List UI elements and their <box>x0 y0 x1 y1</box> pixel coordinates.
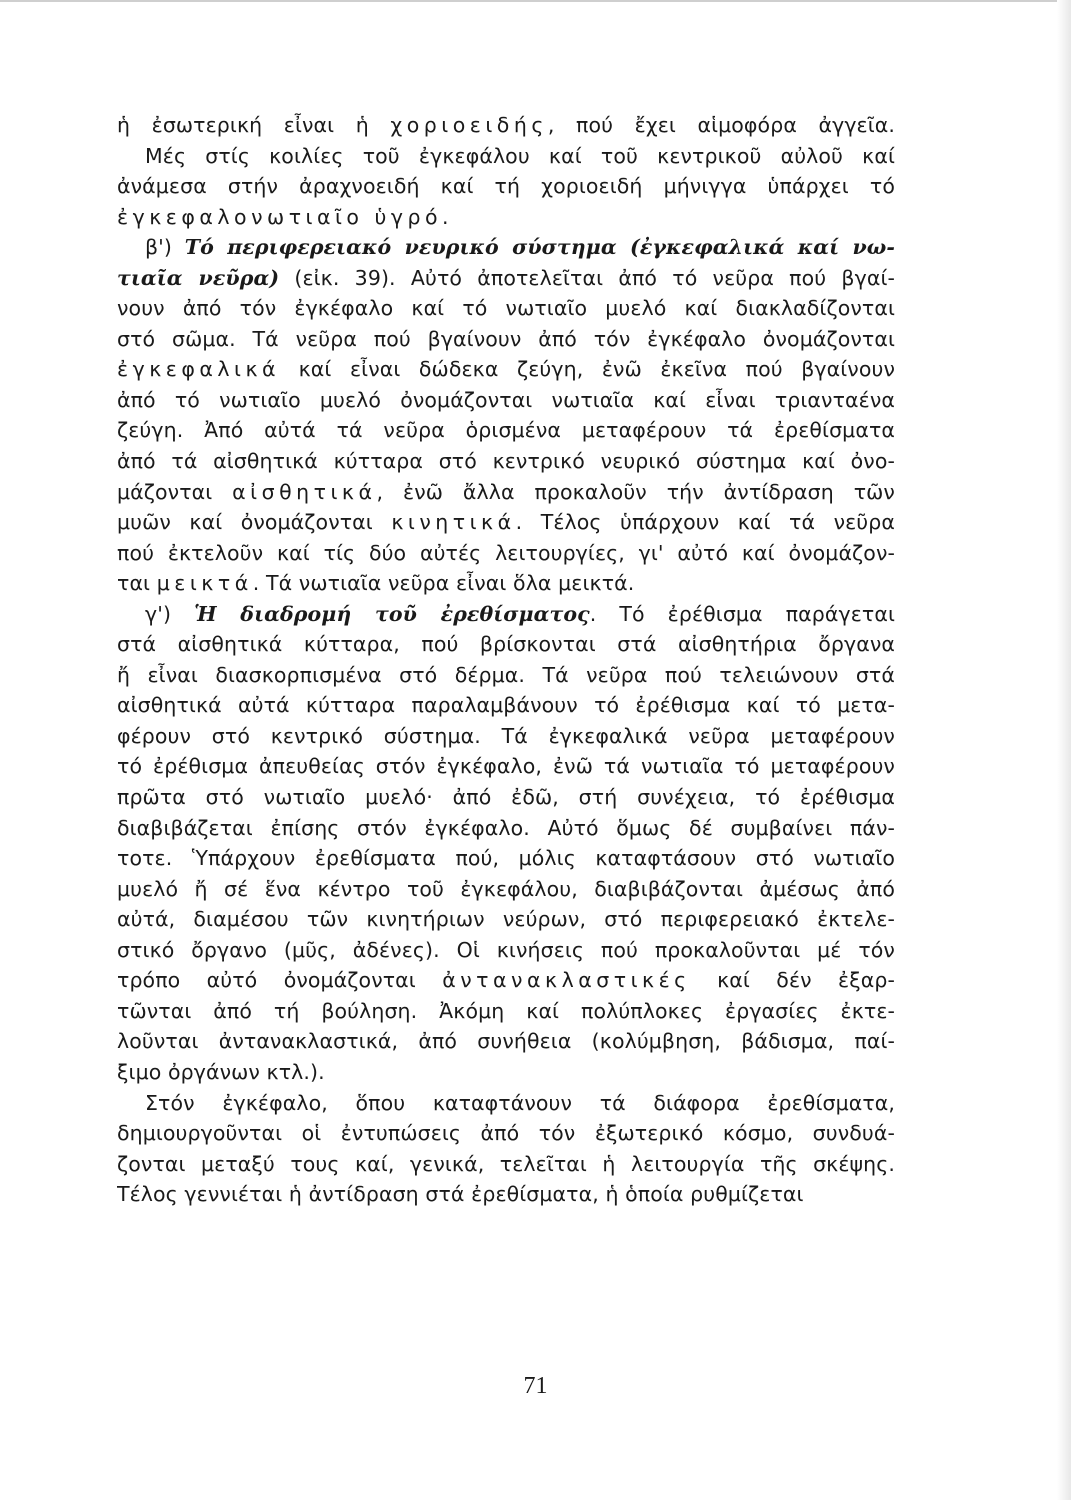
text-segment: τό ἐρέθισμα ἀπευθείας στόν ἐγκέφαλο, ἐνῶ τά νωτιαῖα τό μεταφέρουν <box>117 754 895 779</box>
text-segment: πού ἐκτελοῦν καί τίς δύο αὐτές λειτουργίες, γι' αὐτό καί ὀνομάζον- <box>117 540 895 565</box>
text-segment: ἀπό τό νωτιαῖο μυελό ὀνομάζονται νωτιαῖα καί εἶναι τριανταένα <box>117 387 895 412</box>
text-segment: , ἐνῶ ἄλλα προκαλοῦν τήν ἀντίδραση τῶν <box>376 479 895 504</box>
text-segment: λοῦνται ἀντανακλαστικά, ἀπό συνήθεια (κολύμβηση, βάδισμα, παί- <box>117 1029 895 1054</box>
text-line <box>117 660 895 691</box>
text-line <box>117 293 895 324</box>
page-top-edge <box>0 0 1071 2</box>
text-segment: καί δέν ἐξαρ- <box>690 968 895 993</box>
text-segment: Τέλος γεννιέται ἡ ἀντίδραση στά ἐρεθίσματα, ἡ ὁποία ρυθμίζεται <box>117 1182 804 1207</box>
text-line <box>117 415 895 446</box>
text-line <box>117 568 895 599</box>
text-line <box>117 721 895 752</box>
bold-heading: Ἡ διαδρομή τοῦ ἐρεθίσματος <box>194 601 590 626</box>
text-segment: τῶνται ἀπό τή βούληση. Ἀκόμη καί πολύπλοκες ἐργασίες ἐκτε- <box>117 998 895 1023</box>
text-segment: . Τέλος ὑπάρχουν καί τά νεῦρα <box>515 510 895 535</box>
text-segment: ἀπό τά αἰσθητικά κύτταρα στό κεντρικό νευρικό σύστημα καί ὀνο- <box>117 449 895 474</box>
text-segment: ἤ εἶναι διασκορπισμένα στό δέρμα. Τά νεῦρα πού τελειώνουν στά <box>117 662 895 687</box>
text-segment: δημιουργοῦνται οἱ ἐντυπώσεις ἀπό τόν ἐξωτερικό κόσμο, συνδυά- <box>117 1121 895 1146</box>
text-segment: τρόπο αὐτό ὀνομάζονται <box>117 968 443 993</box>
text-segment: στά αἰσθητικά κύτταρα, πού βρίσκονται στά αἰσθητήρια ὄργανα <box>117 632 895 657</box>
text-line <box>117 1179 895 1210</box>
text-segment: στικό ὄργανο (μῦς, ἀδένες). Οἱ κινήσεις πού προκαλοῦνται μέ τόν <box>117 937 895 962</box>
text-segment: μάζονται <box>117 479 233 504</box>
text-line <box>117 232 895 263</box>
text-segment: αἰσθητικά αὐτά κύτταρα παραλαμβάνουν τό ἐρέθισμα καί τό μετα- <box>117 693 895 718</box>
text-line <box>117 385 895 416</box>
spaced-term: ἐγκεφαλικά <box>117 357 281 382</box>
text-segment: Μές στίς κοιλίες τοῦ ἐγκεφάλου καί τοῦ κεντρικοῦ αὐλοῦ καί <box>145 143 895 168</box>
text-line <box>117 446 895 477</box>
spaced-term: ἀντανακλαστικές <box>442 968 691 993</box>
text-line <box>117 1057 895 1088</box>
text-line <box>117 477 895 508</box>
text-segment: . Τό ἐρέθισμα παράγεται <box>589 601 895 626</box>
text-segment: Στόν ἐγκέφαλο, ὅπου καταφτάνουν τά διάφορα ἐρεθίσματα, <box>145 1090 895 1115</box>
text-segment: . <box>442 204 449 229</box>
text-segment: β') <box>145 235 185 260</box>
text-segment: , πού ἔχει αἱμοφόρα ἀγγεῖα. <box>547 113 895 137</box>
text-line <box>117 874 895 905</box>
text-line <box>117 1149 895 1180</box>
text-segment: ται <box>117 571 157 596</box>
text-segment: διαβιβάζεται ἐπίσης στόν ἐγκέφαλο. Αὐτό ὅμως δέ συμβαίνει πάν- <box>117 815 895 840</box>
bold-heading: Τό περιφερειακό νευρικό σύστημα (ἐγκεφαλικά καί νω- <box>184 235 895 260</box>
spaced-term: μεικτά <box>156 571 253 596</box>
text-segment: ξιμο ὀργάνων κτλ.). <box>117 1059 325 1084</box>
text-segment: ἀνάμεσα στήν ἀραχνοειδή καί τή χοριοειδή μήνιγγα ὑπάρχει τό <box>117 174 895 199</box>
text-line <box>117 996 895 1027</box>
text-line <box>117 904 895 935</box>
text-segment: ἡ ἐσωτερική εἶναι ἡ <box>117 113 391 137</box>
text-segment: τοτε. Ὑπάρχουν ἐρεθίσματα πού, μόλις καταφτάσουν στό νωτιαῖο <box>117 846 895 871</box>
text-segment: . Τά νωτιαῖα νεῦρα εἶναι ὅλα μεικτά. <box>252 571 635 596</box>
text-line <box>117 110 895 141</box>
text-line <box>117 1026 895 1057</box>
text-segment: ζονται μεταξύ τους καί, γενικά, τελεῖται ἡ λειτουργία τῆς σκέψης. <box>117 1151 895 1176</box>
text-line <box>117 629 895 660</box>
text-segment: φέρουν στό κεντρικό σύστημα. Τά ἐγκεφαλικά νεῦρα μεταφέρουν <box>117 723 895 748</box>
text-line <box>117 202 895 233</box>
body-text <box>117 110 895 1210</box>
text-line <box>117 935 895 966</box>
text-line <box>117 782 895 813</box>
text-line <box>117 599 895 630</box>
text-line <box>117 354 895 385</box>
text-line <box>117 141 895 172</box>
text-segment: (εἰκ. 39). Αὐτό ἀποτελεῖται ἀπό τό νεῦρα πού βγαί- <box>279 265 895 290</box>
bold-heading: τιαῖα νεῦρα) <box>117 265 280 290</box>
text-line <box>117 751 895 782</box>
page-number: 71 <box>523 1373 548 1399</box>
text-segment: ζεύγη. Ἀπό αὐτά τά νεῦρα ὁρισμένα μεταφέρουν τά ἐρεθίσματα <box>117 418 895 443</box>
text-line <box>117 843 895 874</box>
text-line <box>117 1088 895 1119</box>
spaced-term: χοριοειδής <box>390 113 548 137</box>
text-segment: μυελό ἤ σέ ἕνα κέντρο τοῦ ἐγκεφάλου, διαβιβάζονται ἀμέσως ἀπό <box>117 876 895 901</box>
text-line <box>117 324 895 355</box>
text-segment: στό σῶμα. Τά νεῦρα πού βγαίνουν ἀπό τόν ἐγκέφαλο ὀνομάζονται <box>117 326 895 351</box>
text-segment: γ') <box>145 601 195 626</box>
text-segment: πρῶτα στό νωτιαῖο μυελό· ἀπό ἐδῶ, στή συνέχεια, τό ἐρέθισμα <box>117 785 895 810</box>
text-line <box>117 965 895 996</box>
text-line <box>117 1118 895 1149</box>
spaced-term: αἰσθητικά <box>232 479 377 504</box>
text-line <box>117 263 895 294</box>
text-line <box>117 813 895 844</box>
text-segment: αὐτά, διαμέσου τῶν κινητήριων νεύρων, στό περιφερειακό ἐκτελε- <box>117 907 895 932</box>
text-line <box>117 507 895 538</box>
spaced-term: ἐγκεφαλονωτιαῖο ὑγρό <box>117 204 443 229</box>
text-line <box>117 538 895 569</box>
text-segment: καί εἶναι δώδεκα ζεύγη, ἐνῶ ἐκεῖνα πού βγαίνουν <box>280 357 895 382</box>
spaced-term: κινητικά <box>391 510 516 535</box>
text-segment: μυῶν καί ὀνομάζονται <box>117 510 392 535</box>
text-line <box>117 690 895 721</box>
text-segment: νουν ἀπό τόν ἐγκέφαλο καί τό νωτιαῖο μυελό καί διακλαδίζονται <box>117 296 895 321</box>
text-line <box>117 171 895 202</box>
scan-edge-shadow <box>1057 0 1071 1500</box>
